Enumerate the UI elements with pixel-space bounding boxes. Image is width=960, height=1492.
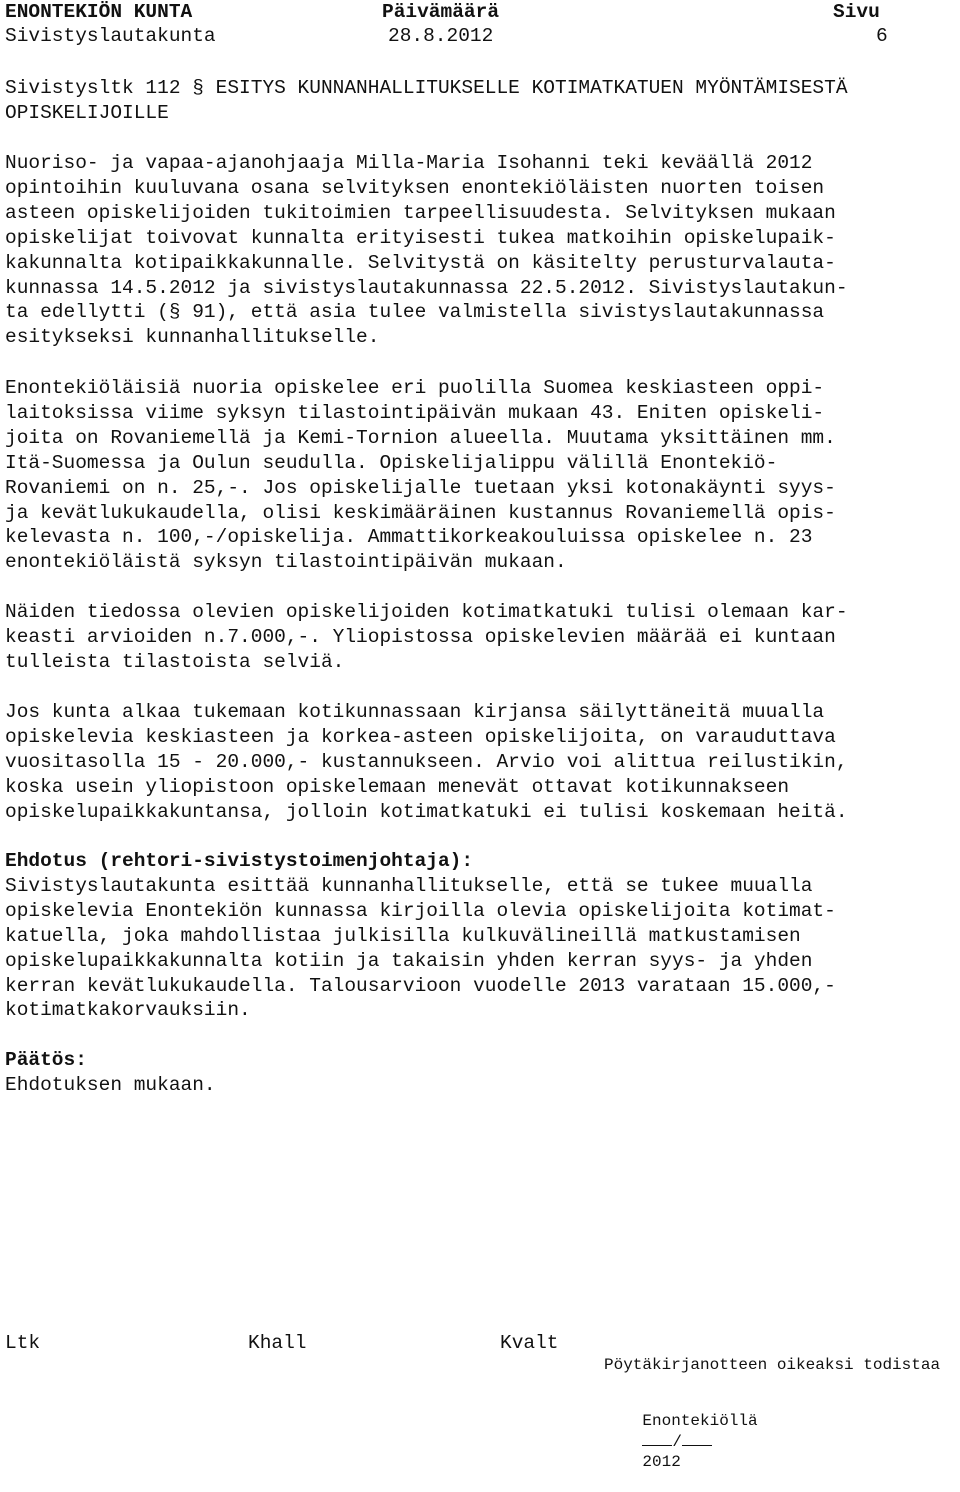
paragraph-annual-cost	[5, 700, 960, 825]
text-line: opiskelupaikkakunnalta kotiin ja takaisin yhden kerran syys- ja yhden	[5, 949, 813, 972]
board-name: Sivistyslautakunta	[5, 25, 216, 47]
footer-khall-label: Khall	[248, 1332, 307, 1354]
text-line: Näiden tiedossa olevien opiskelijoiden kotimatkatuki tulisi olemaan kar-	[5, 601, 848, 623]
page-number: 6	[876, 25, 888, 47]
footer-place-date	[604, 1391, 758, 1492]
section-title	[5, 76, 955, 126]
proposal-section	[5, 849, 960, 1023]
text-line: enontekiöläistä syksyn tilastointipäivän mukaan.	[5, 551, 567, 574]
text-line: Itä-Suomessa ja Oulun seudulla. Opiskelijalippu välillä Enontekiö-	[5, 451, 778, 474]
text-line: Sivistyslautakunta esittää kunnanhallitukselle, että se tukee muualla	[5, 874, 813, 897]
section-title-line: OPISKELIJOILLE	[5, 102, 169, 124]
date-label: Päivämäärä	[382, 1, 500, 23]
proposal-heading: Ehdotus (rehtori-sivistystoimenjohtaja):	[5, 850, 474, 872]
text-line: asteen opiskelijoiden tukitoimien tarpeellisuudesta. Selvityksen mukaan	[5, 201, 836, 224]
decision-section	[5, 1048, 960, 1098]
text-line: kerran kevätlukukaudella. Talousarvioon vuodelle 2013 varataan 15.000,-	[5, 974, 836, 997]
decision-heading: Päätös:	[5, 1049, 87, 1071]
text-line: vuositasolla 15 - 20.000,- kustannukseen. Arvio voi alittua reilustikin,	[5, 750, 848, 773]
text-line: kakunnalta kotipaikkakunnalle. Selvitystä on käsitelty perusturvalauta-	[5, 251, 836, 274]
text-line: kotimatkakorvauksiin.	[5, 999, 251, 1022]
section-title-line: Sivistysltk 112 § ESITYS KUNNANHALLITUKSELLE KOTIMATKATUEN MYÖNTÄMISESTÄ	[5, 77, 848, 99]
text-line: Nuoriso- ja vapaa-ajanohjaaja Milla-Maria Isohanni teki keväällä 2012	[5, 152, 813, 174]
municipality-name: ENONTEKIÖN KUNTA	[5, 1, 193, 23]
text-line: opiskelevia Enontekiön kunnassa kirjoilla olevia opiskelijoita kotimat-	[5, 899, 836, 922]
decision-text: Ehdotuksen mukaan.	[5, 1073, 216, 1096]
paragraph-background	[5, 151, 960, 350]
footer-place: Enontekiöllä	[642, 1412, 758, 1430]
text-line: esitykseksi kunnanhallitukselle.	[5, 326, 380, 349]
meeting-date: 28.8.2012	[388, 25, 494, 47]
text-line: kunnassa 14.5.2012 ja sivistyslautakunnassa 22.5.2012. Sivistyslautakun-	[5, 276, 848, 299]
text-line: joita on Rovaniemellä ja Kemi-Tornion alueella. Muutama yksittäinen mm.	[5, 426, 836, 449]
text-line: laitoksissa viime syksyn tilastointipäivän mukaan 43. Eniten opiskeli-	[5, 401, 825, 424]
footer-slash: /	[672, 1433, 683, 1451]
text-line: opintoihin kuuluvana osana selvityksen enontekiöläisten nuorten toisen	[5, 176, 825, 199]
footer-ltk-label: Ltk	[5, 1332, 41, 1354]
footer-kvalt-label: Kvalt	[500, 1332, 559, 1354]
text-line: tulleista tilastoista selviä.	[5, 650, 345, 673]
text-line: ja kevätlukukaudella, olisi keskimääräinen kustannus Rovaniemellä opis-	[5, 501, 836, 524]
page-label: Sivu	[833, 1, 880, 23]
text-line: Jos kunta alkaa tukemaan kotikunnassaan kirjansa säilyttäneitä muualla	[5, 701, 825, 723]
text-line: opiskelevia keskiasteen ja korkea-asteen opiskelijoita, on varauduttava	[5, 725, 836, 748]
text-line: kelevasta n. 100,-/opiskelija. Ammattikorkeakouluissa opiskelee n. 23	[5, 526, 813, 549]
text-line: opiskelijat toivovat kunnalta erityisesti tukea matkoihin opiskelupaik-	[5, 226, 836, 249]
footer-year: 2012	[642, 1453, 681, 1471]
footer-certify-text: Pöytäkirjanotteen oikeaksi todistaa	[604, 1356, 941, 1374]
text-line: Rovaniemi on n. 25,-. Jos opiskelijalle tuetaan yksi kotonakäynti syys-	[5, 476, 836, 499]
text-line: koska usein yliopistoon opiskelemaan menevät ottavat kotikunnakseen	[5, 775, 790, 798]
text-line: opiskelupaikkakuntansa, jolloin kotimatkatuki ei tulisi koskemaan heitä.	[5, 800, 848, 823]
text-line: Enontekiöläisiä nuoria opiskelee eri puolilla Suomea keskiasteen oppi-	[5, 377, 825, 399]
text-line: katuella, joka mahdollistaa julkisilla kulkuvälineillä matkustamisen	[5, 924, 801, 947]
text-line: ta edellytti (§ 91), että asia tulee valmistella sivistyslautakunnassa	[5, 301, 825, 324]
day-blank	[642, 1431, 672, 1446]
paragraph-students	[5, 376, 960, 575]
paragraph-cost-estimate	[5, 600, 960, 675]
text-line: keasti arvioiden n.7.000,-. Yliopistossa opiskelevien määrää ei kuntaan	[5, 625, 836, 648]
month-blank	[682, 1431, 712, 1446]
